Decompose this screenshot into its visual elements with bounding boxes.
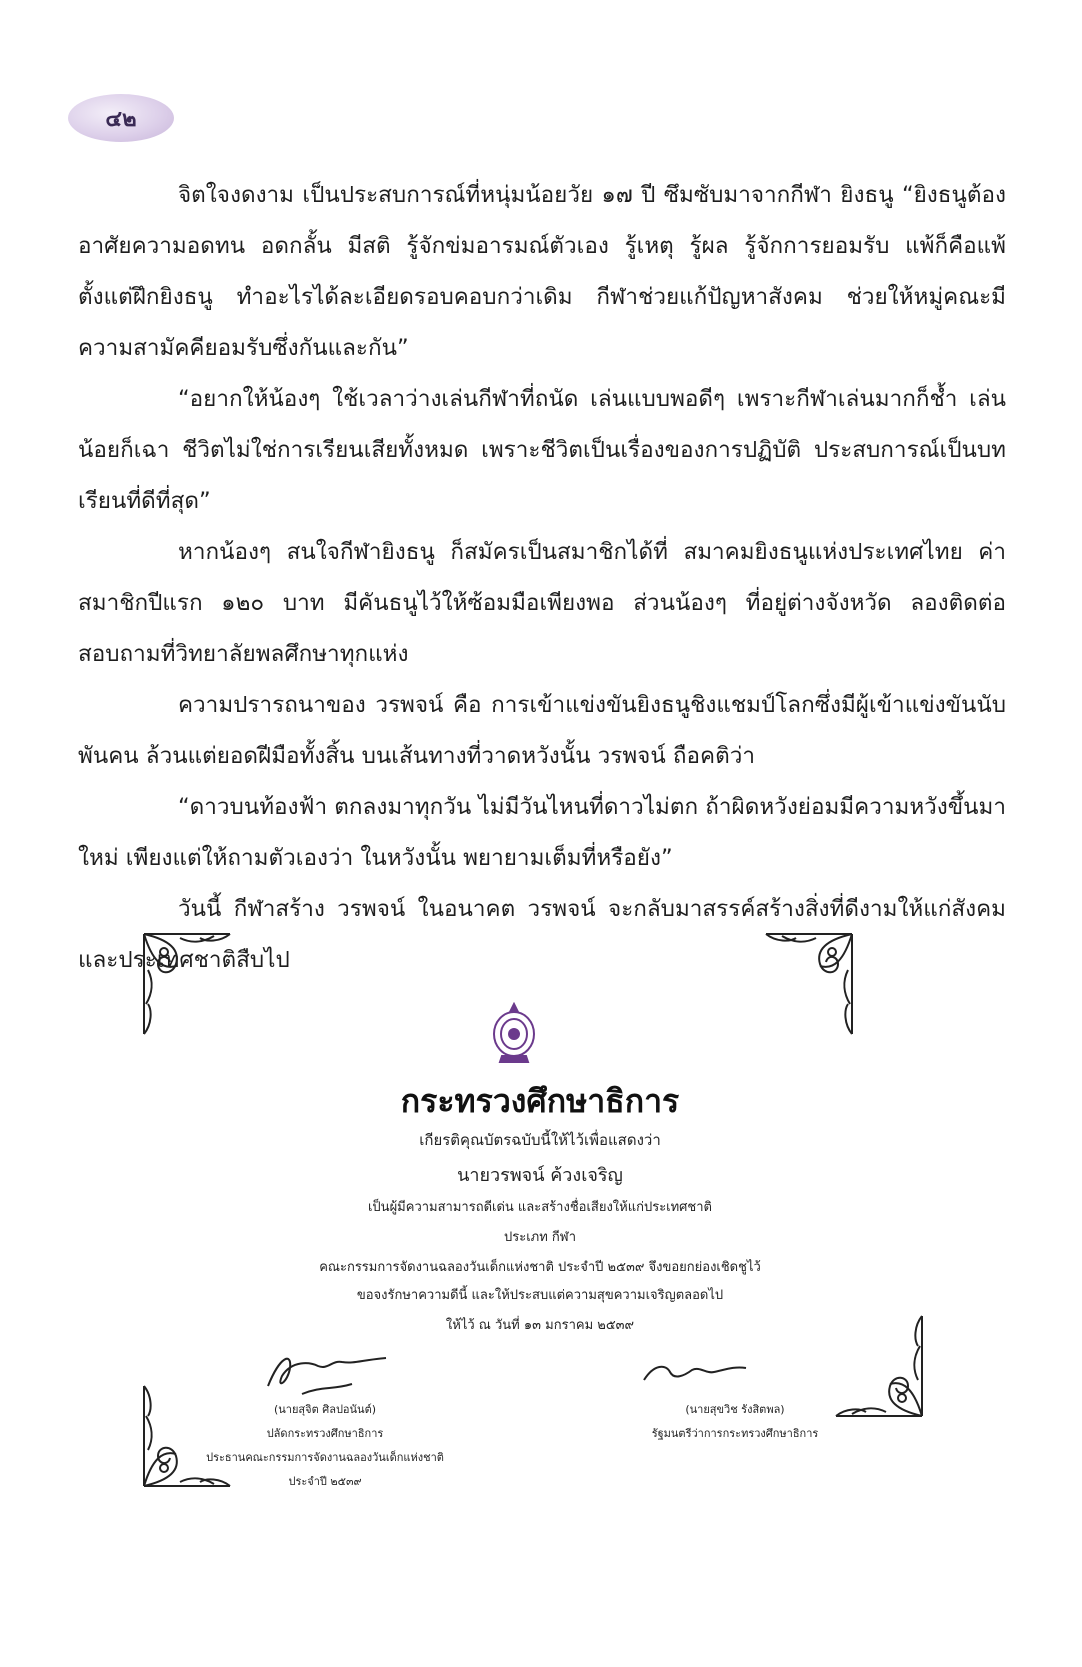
signer-right-name: (นายสุขวิช รังสิตพล) <box>685 1403 785 1416</box>
certificate-intro: เกียรติคุณบัตรฉบับนี้ให้ไว้เพื่อแสดงว่า <box>419 1131 661 1149</box>
paragraph: “อยากให้น้องๆ ใช้เวลาว่างเล่นกีฬาที่ถนัด เล่นแบบพอดีๆ เพราะกีฬาเล่นมากก็ช้ำ เล่นน้อยก็เฉา ชีวิตไม่ใช่การเรียนเสียทั้งหมด เพราะชีวิตเป็นเรื่องของการปฏิบัติ ประสบการณ์เป็นบทเรียนที่ดีที่สุด” <box>78 386 1006 514</box>
certificate-date: ให้ไว้ ณ วันที่ ๑๓ มกราคม ๒๕๓๙ <box>445 1318 635 1333</box>
article-body <box>78 170 1006 986</box>
certificate-merit: เป็นผู้มีความสามารถดีเด่น และสร้างชื่อเสียงให้แก่ประเทศชาติ <box>367 1200 713 1215</box>
certificate-recipient: นายวรพจน์ ค้วงเจริญ <box>457 1165 623 1186</box>
page-number-badge <box>68 94 174 142</box>
paragraph: จิตใจงดงาม เป็นประสบการณ์ที่หนุ่มน้อยวัย ๑๗ ปี ซึมซับมาจากกีฬา ยิงธนู “ยิงธนูต้องอาศัยความอดทน อดกลั้น มีสติ รู้จักข่มอารมณ์ตัวเอง รู้เหตุ รู้ผล รู้จักการยอมรับ แพ้ก็คือแพ้ ตั้งแต่ฝึกยิงธนู ทำอะไรได้ละเอียดรอบคอบกว่าเดิม กีฬาช่วยแก้ปัญหาสังคม ช่วยให้หมู่คณะมีความสามัคคียอมรับซึ่งกันและกัน” <box>78 182 1006 361</box>
paragraph: วันนี้ กีฬาสร้าง วรพจน์ ในอนาคต วรพจน์ จะกลับมาสรรค์สร้างสิ่งที่ดีงามให้แก่สังคมและประเทศชาติสืบไป <box>78 896 1006 973</box>
signer-right-title: รัฐมนตรีว่าการกระทรวงศึกษาธิการ <box>651 1427 819 1440</box>
signature-right-icon <box>640 1358 750 1388</box>
ornament-top-right-icon <box>760 930 856 1040</box>
ornament-top-left-icon <box>140 930 236 1040</box>
signer-left-name: (นายสุจิต ศิลปอนันต์) <box>273 1403 377 1416</box>
ministry-seal-icon <box>488 1002 540 1064</box>
certificate-ministry-title: กระทรวงศึกษาธิการ <box>400 1082 680 1120</box>
signer-left-title: ประจำปี ๒๕๓๙ <box>288 1475 362 1488</box>
signer-left-title: ปลัดกระทรวงศึกษาธิการ <box>266 1427 384 1440</box>
paragraph: หากน้องๆ สนใจกีฬายิงธนู ก็สมัครเป็นสมาชิกได้ที่ สมาคมยิงธนูแห่งประเทศไทย ค่าสมาชิกปีแรก ๑๒๐ บาท มีคันธนูไว้ให้ซ้อมมือเพียงพอ ส่วนน้องๆ ที่อยู่ต่างจังหวัด ลองติดต่อสอบถามที่วิทยาลัยพลศึกษาทุกแห่ง <box>78 539 1006 667</box>
certificate-category: ประเภท กีฬา <box>504 1230 576 1245</box>
signer-left-title: ประธานคณะกรรมการจัดงานฉลองวันเด็กแห่งชาติ <box>206 1451 444 1464</box>
signer-right <box>620 1398 850 1446</box>
certificate-committee-line: คณะกรรมการจัดงานฉลองวันเด็กแห่งชาติ ประจำปี ๒๕๓๙ จึงขอยกย่องเชิดชูไว้ <box>319 1260 761 1275</box>
signer-left <box>200 1398 450 1494</box>
certificate-blessing: ขอจงรักษาความดีนี้ และให้ประสบแต่ความสุขความเจริญตลอดไป <box>356 1288 724 1303</box>
page-number: ๔๒ <box>105 105 137 132</box>
signature-left-icon <box>262 1346 392 1398</box>
paragraph: ความปรารถนาของ วรพจน์ คือ การเข้าแข่งขันยิงธนูชิงแชมป์โลกซึ่งมีผู้เข้าแข่งขันนับพันคน ล้วนแต่ยอดฝีมือทั้งสิ้น บนเส้นทางที่วาดหวังนั้น วรพจน์ ถือคติว่า <box>78 692 1006 769</box>
paragraph: “ดาวบนท้องฟ้า ตกลงมาทุกวัน ไม่มีวันไหนที่ดาวไม่ตก ถ้าผิดหวังย่อมมีความหวังขึ้นมาใหม่ เพียงแต่ให้ถามตัวเองว่า ในหวังนั้น พยายามเต็มที่หรือยัง” <box>78 794 1006 871</box>
